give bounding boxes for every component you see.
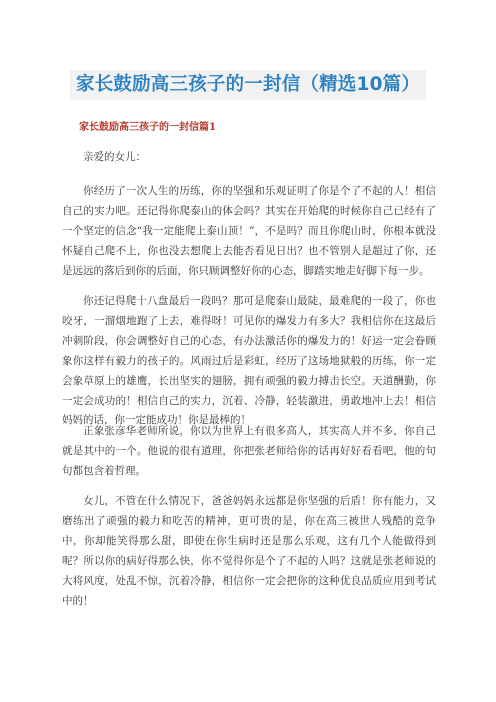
page-title: 家长鼓励高三孩子的一封信（精选10篇） [76,74,421,95]
section-heading: 家长鼓励高三孩子的一封信篇1 [79,122,216,133]
body-paragraph-3: 正象张彦华老师所说，你以为世界上有很多高人，其实高人并不多，你自己就是其中的一个。他说的很有道理，你把张老师给你的话再好好看看吧，他的句句都包含着哲理。 [62,425,436,477]
salutation: 亲爱的女儿： [83,151,146,163]
body-paragraph-2: 你还记得爬十八盘最后一段吗？那可是爬泰山最陡，最难爬的一段了，你也咬牙，一溜烟地跑了上去，难得呀！可见你的爆发力有多大？我相信你在这最后冲刺阶段，你会调整好自己的心态，有办法激活你的爆发力的！好运一定会眷顾象你这样有毅力的孩子的。风雨过后是彩虹，经历了这场地狱般的历练，你一定会象草原上的雄鹰，长出坚实的翅膀，拥有顽强的毅力搏击长空。天道酬勤，你一定会成功的！相信自己的实力，沉着、冷静，轻装激进，勇敢地冲上去！相信妈妈的话，你一定能成功！你是最棒的！ [62,295,436,427]
body-paragraph-1: 你经历了一次人生的历练，你的坚强和乐观证明了你是个了不起的人！相信自己的实力吧。还记得你爬泰山的体会吗？其实在开始爬的时候你自己已经有了一个坚定的信念“我一定能爬上泰山顶！”，不是吗？而且你爬山时，你根本就没怀疑自己爬不上，你也没去想爬上去能否看见日出？也不管别人是超过了你，还是远远的落后到你的后面，你只顾调整好你的心态，脚踏实地走好脚下每一步。 [62,185,436,277]
body-paragraph-4: 女儿，不管在什么情况下，爸爸妈妈永远都是你坚强的后盾！你有能力，又磨练出了顽强的毅力和吃苦的精神，更可贵的是，你在高三被世人残酷的竞争中，你却能笑得那么甜，即使在你生病时还是那么乐观，这有几个人能做得到呢？所以你的病好得那么快，你不觉得你是个了不起的人吗？这就是张老师说的大将风度，处乱不惊，沉着冷静，相信你一定会把你的这种优良品质应用到考试中的！ [62,495,436,607]
